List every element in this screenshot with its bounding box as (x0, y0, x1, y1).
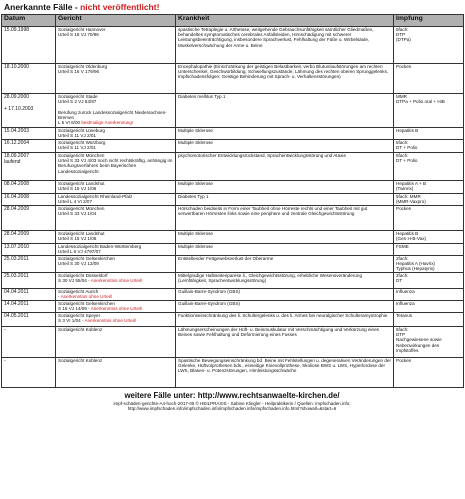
cell-vaccine-text: Pocken (396, 358, 412, 363)
cell-date (2, 27, 56, 64)
recognition-note: Anerkenntnis ohne Urteil! (60, 294, 113, 300)
cell-vaccine (394, 64, 464, 94)
recognition-note: beidmalige Anerkennung! (81, 120, 134, 126)
cell-vaccine (394, 358, 464, 388)
cell-court-text: Sozialgericht Oldenburg Urteil S 16 V 179/96 (58, 64, 108, 75)
cell-court (56, 244, 176, 256)
cell-disease (176, 94, 394, 128)
table-row (2, 153, 464, 181)
cell-disease-text: Multiple Sklerose (178, 244, 213, 249)
cell-date-text: 15.09.1998 (4, 27, 30, 33)
cell-court (56, 27, 176, 64)
cell-vaccine (394, 181, 464, 194)
cell-court (56, 313, 176, 327)
cell-disease-text: Multiple Sklerose (178, 231, 213, 236)
cell-vaccine-text: Tetanus (396, 313, 413, 318)
cell-vaccine (394, 313, 464, 327)
table-row (2, 313, 464, 327)
cell-court-text: Landessozialgericht Baden-Württemberg Urteil L 6 VJ 4797/07 (58, 244, 142, 255)
cell-vaccine-text: 5fach: DTP Nachgewiesene sowie Nebenwirkungen des Impfstoffes (396, 327, 442, 353)
cell-vaccine (394, 194, 464, 206)
cell-vaccine-text: Influenza (396, 301, 415, 306)
cell-court (56, 94, 176, 128)
cell-disease-text: psychomotorischer Entwicklungsrückstand, Sprachentwicklungsstörung und Ataxie (178, 153, 347, 158)
cell-date (2, 128, 56, 140)
cell-date (2, 206, 56, 231)
cell-disease (176, 358, 394, 388)
cell-disease-text: Mittelgradige Halbseitenparese li., Gleichgewichtsstörung, erhebliche Wesensveränderung (Lernfähigkeit, Sprachentwicklungsstörung) (178, 273, 363, 284)
cell-court (56, 181, 176, 194)
footer-url-line[interactable]: http://www.impfschaden.info/impfschaden.info/impfschaden.info/impfschaden.info.html?showall=&start=6 (127, 406, 337, 411)
cell-disease-text: Diabetes mellitus Typ 1 (178, 94, 226, 99)
cell-date-text: 16.12.2004 (4, 140, 30, 146)
cell-court (56, 153, 176, 181)
cell-disease (176, 244, 394, 256)
cell-court-text: Sozialgericht Gelsenkirchen Urteil S 30 VJ 13/09 (58, 256, 115, 267)
cell-disease (176, 313, 394, 327)
cell-court-text: Sozialgericht Landshut Urteil S 15 VJ 1/06 (58, 231, 105, 242)
cell-vaccine (394, 289, 464, 301)
cell-vaccine-text: FSME (396, 244, 409, 249)
cell-date-text: 18.09.2007 laufend (4, 153, 30, 165)
cell-date-text: - (4, 358, 6, 364)
cell-disease-text: Hörschaden beidseits in Form einer Taubheit ohne Hörreste rechts und einer Taubheit mit gut verwertbaren Hörresten links sowie eine periphere und zentrale Gleichgewichtsstörung (178, 206, 368, 217)
cell-disease-text: Guillain-Barre-Syndrom (GBS) (178, 301, 241, 306)
cell-court-text: Sozialgericht Hannover Urteil S 18 VJ 70/96 (58, 27, 106, 38)
cell-court (56, 256, 176, 273)
table-row (2, 301, 464, 313)
cell-date-text: - (4, 327, 6, 333)
cell-date-text: 08.04.2008 (4, 181, 30, 187)
cell-court-text: Sozialgericht Koblenz (58, 327, 103, 332)
cell-date (2, 244, 56, 256)
table-header-row (2, 15, 464, 27)
col-header-court: Gericht (56, 15, 176, 27)
cell-disease-text: Lähmungserscheinungen der Hüft- u. Beinmuskulatur mit Verschmächtigung und Verkürzung eines Beines sowie Fehlhaltung und Deformierung eines Fusses (178, 327, 379, 338)
table-row (2, 128, 464, 140)
cell-disease (176, 153, 394, 181)
cell-disease (176, 256, 394, 273)
table-row (2, 64, 464, 94)
cell-date-text: 28.04.2009 (4, 231, 30, 237)
cell-court (56, 301, 176, 313)
cell-court (56, 64, 176, 94)
cell-vaccine (394, 140, 464, 153)
cell-court (56, 231, 176, 244)
cell-disease (176, 140, 394, 153)
cell-disease (176, 231, 394, 244)
cell-court-text: Sozialgericht Aurich - (58, 289, 99, 300)
heading-main: Anerkannte Fälle - (4, 2, 81, 12)
cell-court-text: Sozialgericht Koblenz (58, 358, 103, 363)
cell-disease-text: Multiple Sklerose (178, 128, 213, 133)
cell-court-text: Sozialgericht Landshut Urteil S 15 VJ 1/06 (58, 181, 105, 192)
col-header-date: Datum (2, 15, 56, 27)
cell-vaccine (394, 94, 464, 128)
cell-date-text: 04.05.2011 (4, 313, 29, 319)
table-row (2, 181, 464, 194)
cell-date (2, 64, 56, 94)
cell-disease (176, 327, 394, 358)
table-row (2, 140, 464, 153)
table-row (2, 358, 464, 388)
cell-court-text: Sozialgericht Gelsenkirchen S 15 VJ 14/09 - (58, 301, 115, 312)
cell-court-text: Sozialgericht München Urteil S 33 VJ 4/03 noch nicht rechtskräftig, anhängig im Berufungsverfahren beim Bayerischen Landessozialgericht (58, 153, 173, 174)
cell-vaccine-text: Pocken (396, 206, 412, 211)
cell-court (56, 128, 176, 140)
cell-court (56, 289, 176, 301)
cell-disease (176, 128, 394, 140)
table-body (2, 27, 464, 388)
footer-link-line[interactable]: weitere Fälle unter: http://www.rechtsanwaelte-kirchen.de/ (124, 391, 340, 400)
cell-disease (176, 181, 394, 194)
cell-disease (176, 64, 394, 94)
cell-disease-text: Encephalopathie (Einschränkung der geistigen Belastbarkeit, verbo Blutumlaufstörungen am rechten Unterschenkel, Geschwürbildung, Schwellungszustände, Lähmung des rechten oberen Sprunggelenks, Impfschadensfolgen: Geistige Behinderung mit Sprach- u. Verhaltensstörungen) (178, 64, 389, 80)
recognition-note: Anerkenntnis ohne Urteil! (90, 306, 143, 312)
cell-disease-text: Guillain-Barre-Syndrom (GBS) (178, 289, 241, 294)
cell-date (2, 194, 56, 206)
cell-court-text: Sozialgericht Düsseldorf S 30 VJ 55/04 - (58, 273, 108, 284)
table-row (2, 94, 464, 128)
cell-vaccine (394, 256, 464, 273)
cell-vaccine (394, 27, 464, 64)
cell-date (2, 231, 56, 244)
table-row (2, 244, 464, 256)
cell-vaccine (394, 244, 464, 256)
cell-date-text: 25.03.2011 (4, 273, 29, 279)
recognition-note: Anerkenntnis ohne Urteil! (90, 278, 143, 284)
cell-date (2, 140, 56, 153)
cell-date-text: 28.09.2000 + 17.10.2003 (4, 94, 34, 112)
col-header-vaccine: Impfung (394, 15, 464, 27)
cell-date (2, 327, 56, 358)
cell-vaccine-text: 5fach: DTP (DTPa) (396, 27, 411, 43)
table-row (2, 256, 464, 273)
cell-court-text: Sozialgericht Speyer S 3 VI 1/04 - (58, 313, 101, 324)
cell-date-text: 14.04.2011 (4, 301, 29, 307)
cell-court-text: Sozialgericht Stade Urteil S 2 VJ 53/97 Berufung zurück Landessozialgericht Niedersachsen-Bremen L 5 VI 6/00 (58, 94, 167, 126)
table-row (2, 289, 464, 301)
table-row (2, 194, 464, 206)
cell-date (2, 301, 56, 313)
cell-disease (176, 301, 394, 313)
cell-date-text: 15.04.2003 (4, 128, 30, 134)
cell-date-text: 18.10.2000 (4, 64, 30, 70)
cell-disease (176, 273, 394, 289)
cell-vaccine-text: 2fach: DT (396, 273, 409, 284)
cell-vaccine-text: MMR DTPa + Polio oral + HiB (396, 94, 445, 105)
cell-court (56, 273, 176, 289)
page-heading (1, 1, 463, 14)
cell-court-text: Landessozialgericht Rheinland-Pfalz Urteil L 4 VI 2/07 (58, 194, 133, 205)
cell-date-text: 16.04.2008 (4, 194, 30, 200)
cell-disease (176, 289, 394, 301)
cell-date (2, 256, 56, 273)
col-header-disease: Krankheit (176, 15, 394, 27)
cell-court-text: Sozialgericht Lüneburg Urteil S 11 VJ 2/01 (58, 128, 105, 139)
cell-disease-text: spastische Tetraplegie u. Arthetose, weitgehende Gebrauchsunfähigkeit sämtlicher Gliedmaßen, behandeltes symptomatisches cerebrales Anfallsleiden, Hirnschädigung mit schwerer Leistungsbeeinträchtigung, insbesondere Sprachverlust, Fehlhaltung der Füße u. Wirbelsäule, Muskelverschwächung der Arme u. Beine (178, 27, 374, 48)
heading-warning: nicht veröffentlicht! (80, 2, 160, 12)
cell-vaccine-text: 5fach: MMR (MMR-Vaxpro) (396, 194, 426, 205)
cell-vaccine-text: Hepatitis B (396, 128, 419, 133)
cell-vaccine-text: 5fach: DT + Polio (396, 140, 418, 151)
cell-date (2, 94, 56, 128)
table-row (2, 327, 464, 358)
cell-date-text: 13.07.2010 (4, 244, 30, 250)
cell-date-text: 04.04.2011 (4, 289, 29, 295)
table-row (2, 273, 464, 289)
cell-vaccine (394, 327, 464, 358)
cell-vaccine-text: Hepatitis B (Gen H-B-Vax) (396, 231, 427, 242)
cell-date (2, 313, 56, 327)
document-page (1, 1, 463, 411)
cell-vaccine-text: 2fach: Hepatitis A (Havrix) Typhus (Hepatyrix) (396, 256, 436, 272)
cell-date (2, 181, 56, 194)
cell-date (2, 358, 56, 388)
cases-table (1, 14, 464, 388)
cell-date (2, 289, 56, 301)
cell-date (2, 153, 56, 181)
cell-court (56, 140, 176, 153)
cell-vaccine (394, 153, 464, 181)
cell-vaccine-text: Influenza (396, 289, 415, 294)
cell-court (56, 206, 176, 231)
cell-court (56, 194, 176, 206)
cell-vaccine-text: Pocken (396, 64, 412, 69)
cell-disease-text: Multiple Sklerose (178, 140, 213, 145)
cell-disease (176, 194, 394, 206)
table-row (2, 231, 464, 244)
cell-date-text: 25.03.2011 (4, 256, 29, 262)
cell-court (56, 327, 176, 358)
cell-vaccine-text: 5fach: DT + Polio (396, 153, 418, 164)
cell-vaccine (394, 231, 464, 244)
cell-court-text: Sozialgericht Würzburg Urteil S 11 VJ 2/01 (58, 140, 106, 151)
cell-disease-text: Multiple Sklerose (178, 181, 213, 186)
cell-vaccine (394, 301, 464, 313)
cell-disease-text: Entstellender Fettgewebsverlust der Oberarme (178, 256, 274, 261)
footer-source-line: impf-schäden-gerichte-A4-hoch-2017-05 © HEILPRAXIS - Sabine Klingler - Heilpraktikerin / Quellen: impfschaden.info: (113, 401, 351, 406)
cell-disease-text: Spastische Bewegungseinschränkung bd. Beine mit Fehlstellungen u. degenerativen Veränderungen der Gelenke, Hüftvolprothesen bds., einseitige Knievollprothese, Skoliose BWS u. LWS, Hyperlordose der LWS, Blasen- u. Potenzstörungen, Hirnleistungsschwäche (178, 358, 391, 374)
cell-disease-text: Funktionseinschränkung des li. Schultergelenks u. des li. Armes bei neuralgischer Schulteramyotrophie (178, 313, 388, 318)
cell-disease-text: Diabetes Typ 1 (178, 194, 209, 199)
cell-vaccine (394, 206, 464, 231)
cell-court-text: Sozialgericht München Urteil S 33 VJ 1/04 (58, 206, 105, 217)
cell-vaccine (394, 273, 464, 289)
table-row (2, 27, 464, 64)
cell-vaccine-text: Hepatitis A + B (Twinrix) (396, 181, 427, 192)
cell-date-text: 28.04.2009 (4, 206, 30, 212)
cell-disease (176, 27, 394, 64)
cell-disease (176, 206, 394, 231)
recognition-note: Anerkenntnis ohne Urteil! (84, 318, 137, 324)
table-row (2, 206, 464, 231)
cell-court (56, 358, 176, 388)
cell-date (2, 273, 56, 289)
cell-vaccine (394, 128, 464, 140)
